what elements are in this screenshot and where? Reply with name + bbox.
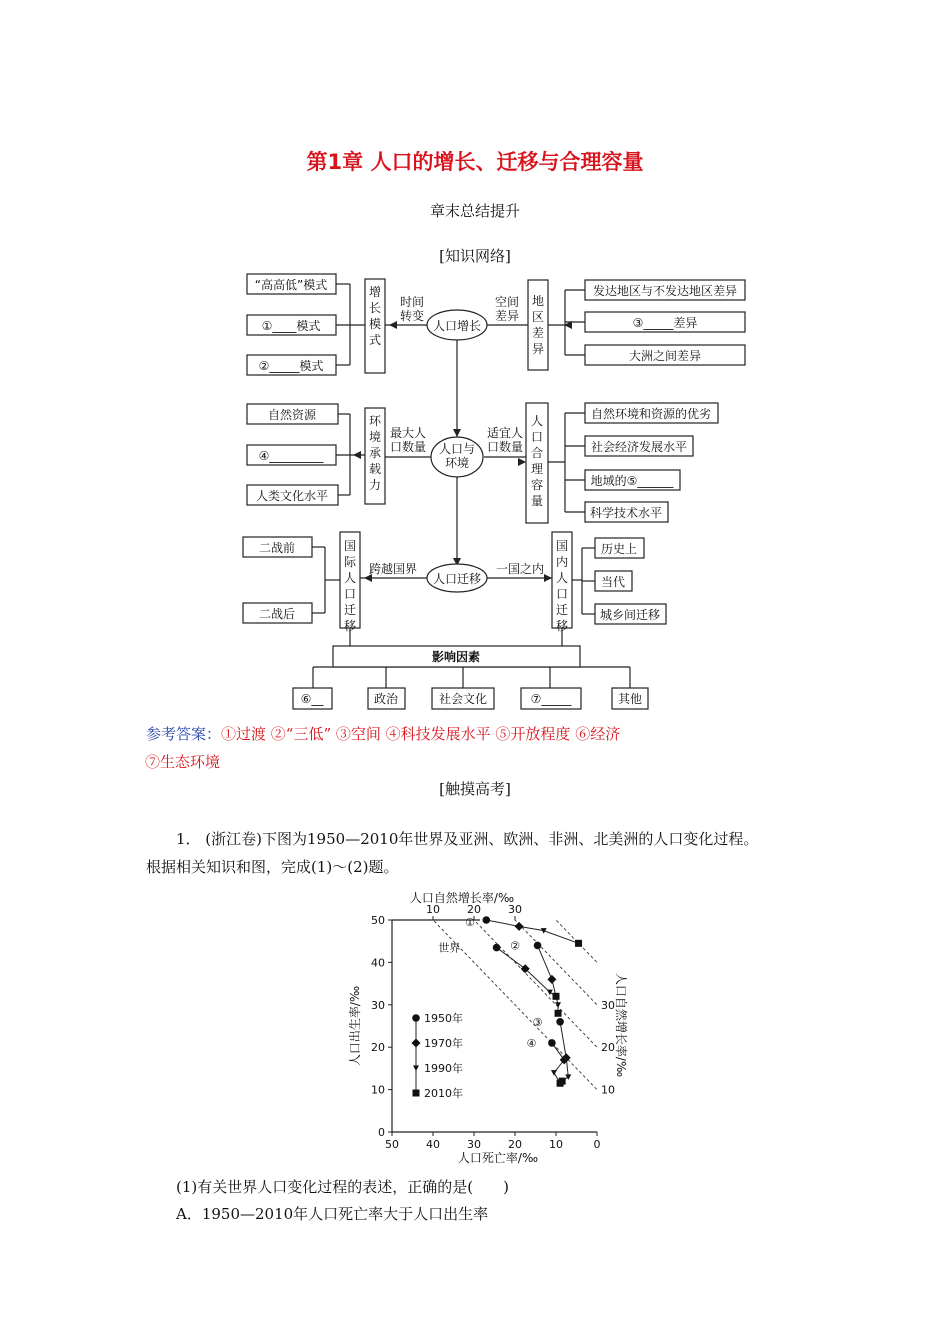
- env-capacity-box: 环境承载力: [368, 414, 382, 492]
- data-point-1990: [547, 990, 553, 996]
- space-diff-line2: 差异: [494, 309, 520, 323]
- answers-line1: ①过渡 ②“三低” ③空间 ④科技发展水平 ⑤开放程度 ⑥经济: [221, 725, 621, 743]
- data-point-1970: [515, 922, 524, 931]
- growth-mode-box: 增长模式: [368, 285, 382, 347]
- data-point-2010: [555, 1010, 562, 1017]
- top-tick-label: 30: [508, 903, 522, 916]
- y-axis-label: 人口出生率/‰: [348, 985, 362, 1067]
- question1-option-a: A．1950—2010年人口死亡率大于人口出生率: [176, 1205, 489, 1223]
- max-pop-line2: 口数量: [389, 440, 427, 454]
- data-point-1970: [547, 975, 556, 984]
- legend-label: 1990年: [424, 1062, 463, 1075]
- reference-answers: [146, 720, 816, 776]
- reasonable-item: 地域的⑤______: [590, 474, 674, 488]
- section-network-heading: [知识网络]: [439, 247, 511, 265]
- intl-migration-box: 国际人口迁移: [343, 539, 357, 633]
- factor-item: 其他: [617, 692, 643, 706]
- chapter-title: 第1章 人口的增长、迁移与合理容量: [306, 150, 644, 174]
- answers-label: 参考答案：: [146, 725, 222, 743]
- question1-sub1: (1)有关世界人口变化过程的表述，正确的是( ): [176, 1178, 509, 1196]
- time-change-line1: 时间: [399, 295, 425, 309]
- right-tick-label: 30: [601, 998, 615, 1012]
- growth-rate-line: [392, 880, 597, 1047]
- data-point-1950: [483, 916, 491, 924]
- question1-line1: 1． (浙江卷)下图为1950—2010年世界及亚洲、欧洲、非洲、北美洲的人口变化过程。: [176, 830, 759, 848]
- top-axis-label: 人口自然增长率/‰: [409, 891, 515, 905]
- right-tick-label: 20: [601, 1041, 615, 1055]
- series-line: [560, 1022, 568, 1081]
- center-population-growth: 人口增长: [432, 319, 482, 333]
- env-left-item: ④_________: [258, 449, 324, 463]
- data-point-1990: [565, 1074, 571, 1080]
- domestic-item: 历史上: [600, 542, 638, 556]
- section-exam-heading: [触摸高考]: [439, 780, 511, 798]
- cross-border-label: 跨越国界: [368, 562, 418, 576]
- center-env-line1: 人口与: [438, 442, 476, 456]
- y-tick-label: 20: [371, 1041, 385, 1055]
- data-point-1950: [556, 1018, 564, 1026]
- x-tick-label: 20: [508, 1138, 522, 1151]
- data-point-2010: [557, 1080, 564, 1087]
- intl-item: 二战后: [258, 607, 296, 621]
- x-tick-label: 40: [426, 1138, 440, 1151]
- data-point-1990: [555, 1002, 561, 1008]
- question1-line2: 根据相关知识和图，完成(1)～(2)题。: [146, 858, 399, 876]
- reasonable-item: 科学技术水平: [589, 506, 663, 520]
- growth-mode-item: ②_____模式: [258, 359, 324, 373]
- factors-label: 影响因素: [431, 650, 481, 664]
- right-tick-label: 10: [601, 1083, 615, 1097]
- center-env-line2: 环境: [444, 456, 470, 470]
- x-tick-label: 0: [593, 1138, 601, 1151]
- data-point-2010: [553, 993, 560, 1000]
- data-point-1950: [493, 944, 501, 952]
- domestic-migration-box: 国内人口迁移: [555, 539, 569, 633]
- within-country-label: 一国之内: [495, 562, 545, 576]
- data-point-1990: [551, 1070, 557, 1076]
- intl-item: 二战前: [258, 541, 296, 555]
- legend-label: 2010年: [424, 1087, 463, 1100]
- region-diff-box: 地区差异: [531, 294, 545, 356]
- reasonable-capacity-box: 人口合理容量: [530, 414, 544, 508]
- y-tick-label: 30: [371, 998, 385, 1012]
- factor-item: 政治: [373, 692, 399, 706]
- env-left-item: 自然资源: [267, 408, 317, 422]
- x-axis-label: 人口死亡率/‰: [457, 1151, 539, 1165]
- growth-mode-item: ①____模式: [261, 319, 321, 333]
- right-axis-label: 人口自然增长率/‰: [614, 972, 628, 1078]
- factor-item: ⑦_____: [530, 692, 572, 706]
- region-item: 大洲之间差异: [628, 349, 702, 363]
- legend-marker: [413, 1066, 419, 1072]
- legend-label: 1950年: [424, 1012, 463, 1025]
- space-diff-line1: 空间: [494, 295, 520, 309]
- legend-marker: [412, 1039, 421, 1048]
- domestic-item: 当代: [600, 575, 626, 589]
- legend-marker: [413, 1090, 420, 1097]
- reasonable-item: 自然环境和资源的优劣: [590, 407, 712, 421]
- answers-line2: ⑦生态环境: [145, 753, 221, 771]
- series-label: 世界: [438, 941, 461, 955]
- chapter-subtitle: 章末总结提升: [429, 202, 520, 220]
- series-line: [486, 920, 578, 943]
- y-tick-label: 0: [378, 1126, 385, 1139]
- x-tick-label: 30: [467, 1138, 481, 1151]
- data-point-1950: [548, 1039, 556, 1047]
- domestic-item: 城乡间迁移: [599, 608, 661, 622]
- reasonable-item: 社会经济发展水平: [590, 440, 688, 454]
- data-point-1950: [534, 942, 542, 950]
- legend-label: 1970年: [424, 1037, 463, 1050]
- top-tick-label: 10: [426, 903, 440, 916]
- y-tick-label: 10: [371, 1083, 385, 1097]
- env-left-item: 人类文化水平: [255, 489, 329, 503]
- legend-marker: [412, 1014, 420, 1022]
- proper-pop-line1: 适宜人: [486, 426, 524, 440]
- y-tick-label: 40: [371, 956, 385, 970]
- growth-mode-item: “高高低”模式: [254, 278, 328, 292]
- series-label: ②: [510, 939, 520, 953]
- series-label: ①: [464, 916, 475, 930]
- data-point-2010: [575, 940, 582, 947]
- region-item: 发达地区与不发达地区差异: [592, 284, 738, 298]
- x-tick-label: 50: [385, 1138, 399, 1151]
- center-migration: 人口迁移: [432, 572, 482, 586]
- x-tick-label: 10: [549, 1138, 563, 1151]
- factor-item: ⑥__: [300, 692, 324, 706]
- factor-item: 社会文化: [438, 692, 488, 706]
- proper-pop-line2: 口数量: [486, 440, 524, 454]
- knowledge-network-diagram: [0, 270, 950, 715]
- region-item: ③_____差异: [632, 316, 698, 330]
- time-change-line2: 转变: [399, 309, 425, 323]
- max-pop-line1: 最大人: [389, 426, 427, 440]
- series-label: ③: [532, 1015, 543, 1029]
- top-tick-label: 20: [467, 903, 481, 916]
- population-change-chart: [330, 880, 630, 1170]
- series-label: ④: [526, 1036, 537, 1050]
- y-tick-label: 50: [371, 914, 385, 927]
